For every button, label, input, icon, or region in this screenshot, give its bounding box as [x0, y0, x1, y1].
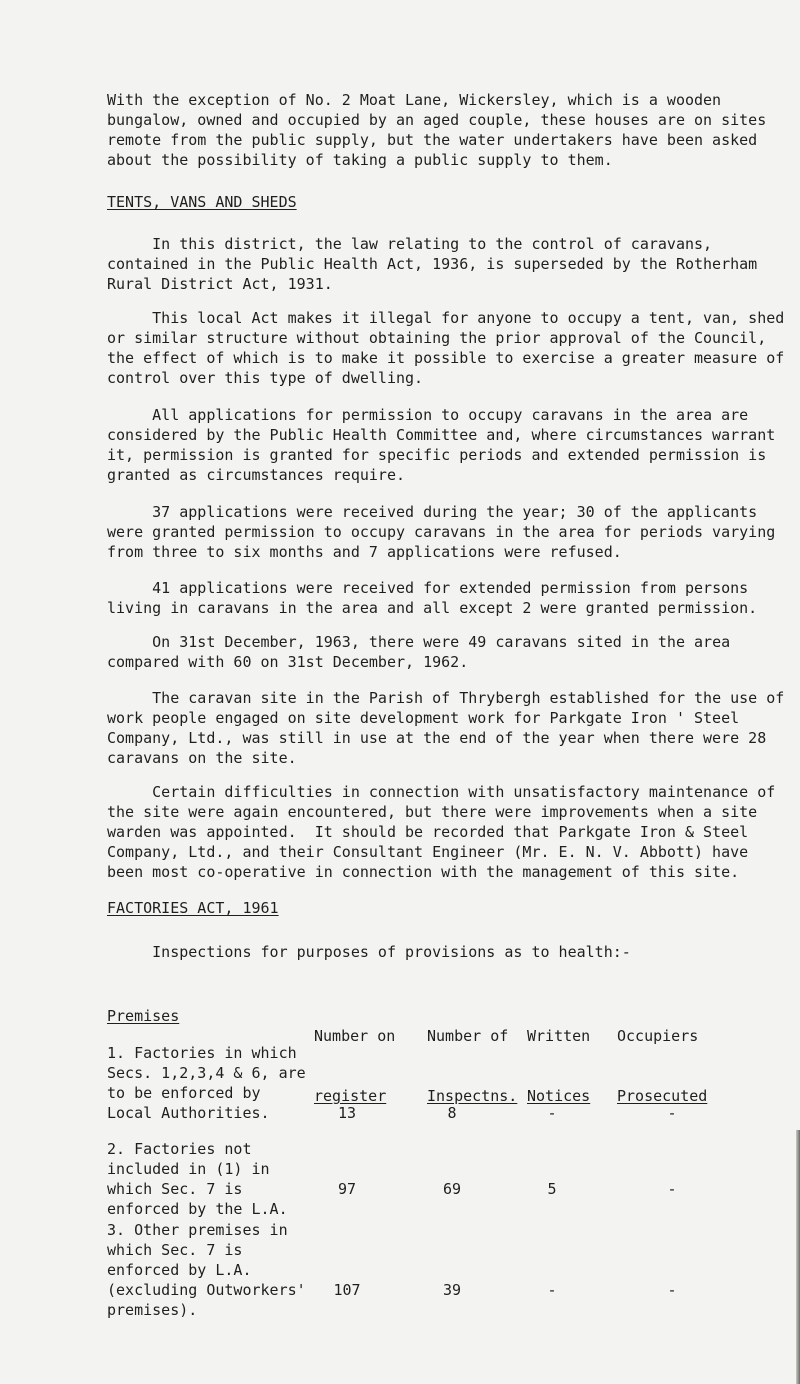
paragraph-extended-permission: 41 applications were received for extended permission from persons living in caravans in the area and all except 2 were granted permission. [107, 579, 758, 617]
page-edge-shadow [796, 1130, 800, 1384]
cell-register: 107 [333, 1281, 361, 1299]
cell-prosecuted: - [667, 1180, 677, 1198]
paragraph-site-maintenance: Certain difficulties in connection with unsatisfactory maintenance of the site were again encountered, but there were improvements when a site warden was appointed. It should be recorded that Parkgate Iron & Steel Company, Ltd., and their Consultant Engineer (Mr. E. N. V. Abbott) have been most co-operative in connection with the management of this site. [107, 783, 785, 881]
table-row [107, 1220, 787, 1319]
paragraph-caravans-sited: On 31st December, 1963, there were 49 caravans sited in the area compared with 60 on 31st December, 1962. [107, 633, 740, 671]
cell-notices: - [547, 1104, 557, 1122]
cell-register: 13 [337, 1104, 357, 1122]
column-header-prosecuted: Occupiers Prosecuted [617, 1027, 708, 1105]
row-label: 1. Factories in which Secs. 1,2,3,4 & 6, are to be enforced by Local Authorities. [107, 1044, 315, 1122]
row-label: 3. Other premises in which Sec. 7 is enforced by L.A. (excluding Outworkers' premises). [107, 1221, 315, 1319]
paragraph-water-supply: With the exception of No. 2 Moat Lane, Wickersley, which is a wooden bungalow, owned and occupied by an aged couple, these houses are on sites remote from the public supply, but the water undertakers have been asked about the possibility of taking a public supply to them. [107, 91, 776, 169]
cell-prosecuted: - [667, 1281, 677, 1299]
paragraph-applications-considered: All applications for permission to occupy caravans in the area are considered by the Public Health Committee and, where circumstances warrant it, permission is granted for specific periods and extended permission is granted as circumstances require. [107, 406, 785, 484]
cell-inspections: 8 [447, 1104, 457, 1122]
cell-register: 97 [337, 1180, 357, 1198]
paragraph-thrybergh-site: The caravan site in the Parish of Thrybergh established for the use of work people engaged on site development work for Parkgate Iron ' Steel Company, Ltd., was still in use at the end of the year when there were 28 caravans on the site. [107, 689, 794, 767]
cell-prosecuted: - [667, 1104, 677, 1122]
paragraph-inspections-intro: Inspections for purposes of provisions as to health:- [107, 943, 631, 961]
heading-tents-vans-sheds: TENTS, VANS AND SHEDS [107, 193, 297, 211]
table-row [107, 1043, 787, 1123]
cell-inspections: 39 [442, 1281, 462, 1299]
table-row [107, 1139, 787, 1218]
column-header-premises: Premises [107, 1007, 180, 1025]
column-header-notices: Written Notices [527, 1027, 591, 1105]
row-label: 2. Factories not included in (1) in which Sec. 7 is enforced by the L.A. [107, 1140, 288, 1218]
paragraph-caravan-law: In this district, the law relating to the control of caravans, contained in the Public Health Act, 1936, is superseded by the Rotherham Rural District Act, 1931. [107, 235, 767, 293]
cell-notices: - [547, 1281, 557, 1299]
paragraph-local-act: This local Act makes it illegal for anyone to occupy a tent, van, shed or similar structure without obtaining the prior approval of the Council, the effect of which is to make it possible to exercise a greater measure of control over this type of dwelling. [107, 309, 794, 387]
cell-notices: 5 [547, 1180, 557, 1198]
heading-factories-act: FACTORIES ACT, 1961 [107, 899, 279, 917]
column-header-register: Number on register [314, 1027, 396, 1105]
column-header-inspections: Number of Inspectns. [427, 1027, 518, 1105]
cell-inspections: 69 [442, 1180, 462, 1198]
paragraph-applications-received: 37 applications were received during the year; 30 of the applicants were granted permission to occupy caravans in the area for periods varying from three to six months and 7 applications were refused. [107, 503, 785, 561]
